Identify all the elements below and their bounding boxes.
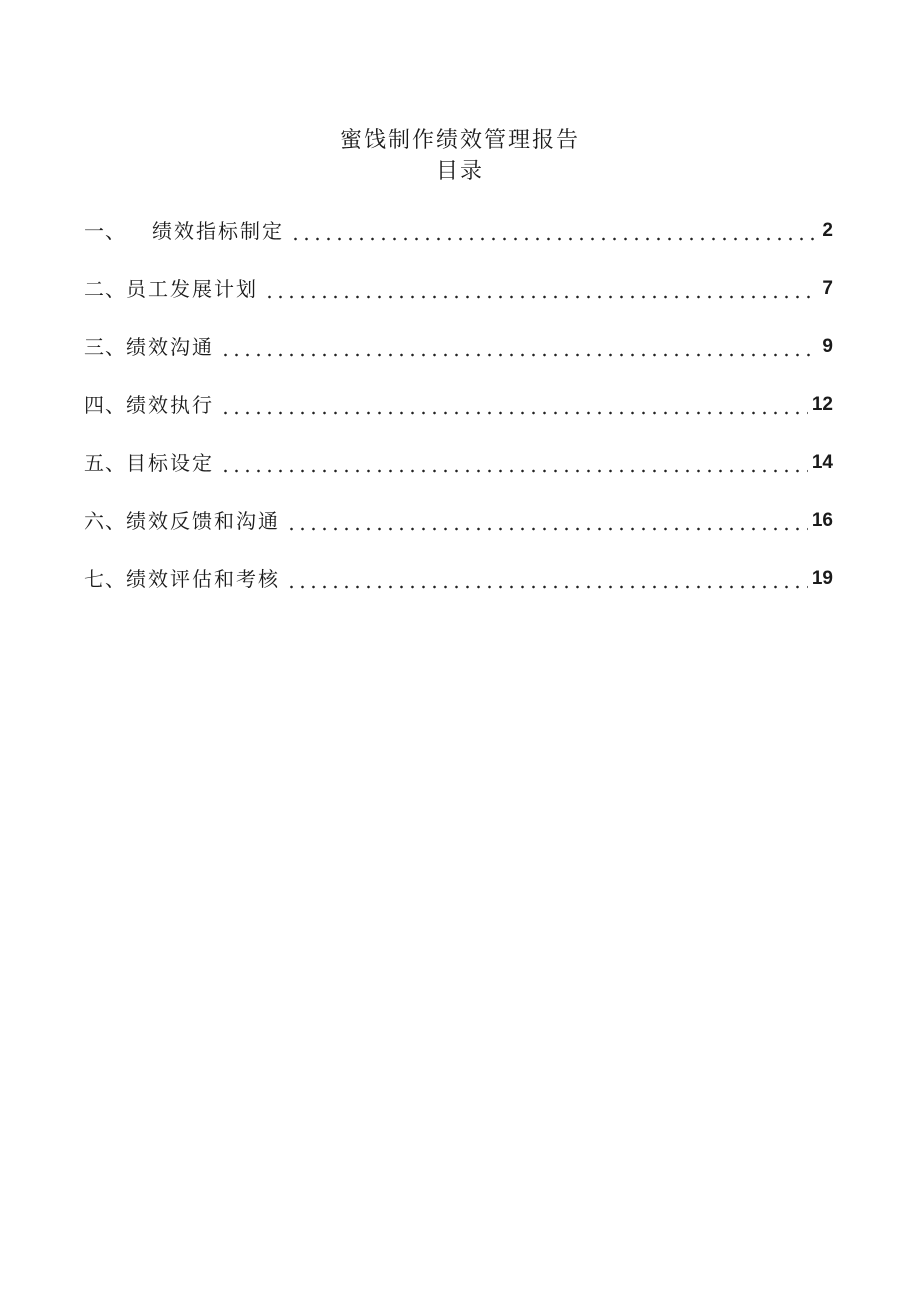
toc-entry-number: 四、: [84, 393, 126, 417]
toc-leader-dots: [220, 391, 808, 419]
toc-heading: 目录: [435, 159, 484, 184]
toc-leader-dots: [286, 507, 808, 535]
toc-entry-title: 目标设定: [126, 451, 214, 475]
toc-entry[interactable]: [84, 507, 833, 535]
toc-leader-dots: [220, 449, 808, 477]
toc-leader-dots: [286, 565, 808, 593]
toc-entry-number: 七、: [84, 567, 126, 591]
toc-entry-title: 绩效评估和考核: [126, 567, 280, 591]
toc-entry-number: 一、: [84, 219, 126, 243]
toc-entry[interactable]: [84, 217, 833, 245]
toc-entry-page: 2: [822, 220, 833, 241]
toc-leader-dots: [290, 217, 818, 245]
toc-entry-number: 六、: [84, 509, 126, 533]
toc-entry-page: 16: [811, 510, 833, 531]
toc-entry[interactable]: [84, 333, 833, 361]
toc-entry-page: 19: [811, 568, 833, 589]
toc-entry-title: 员工发展计划: [126, 277, 258, 301]
toc-entry-title: 绩效反馈和沟通: [126, 509, 280, 533]
document-title: 蜜饯制作绩效管理报告: [339, 128, 580, 153]
toc-entry-title: 绩效指标制定: [152, 219, 284, 243]
toc-entry[interactable]: [84, 449, 833, 477]
toc-entry[interactable]: [84, 275, 833, 303]
toc-entry[interactable]: [84, 391, 833, 419]
toc-entry-number: 五、: [84, 451, 126, 475]
toc-entry-page: 9: [822, 336, 833, 357]
toc-entry-title: 绩效执行: [126, 393, 214, 417]
toc-entry-number: 三、: [84, 335, 126, 359]
toc-entry-number: 二、: [84, 277, 126, 301]
toc-leader-dots: [220, 333, 818, 361]
toc-entry-title: 绩效沟通: [126, 335, 214, 359]
toc-entry-page: 14: [811, 452, 833, 473]
toc-entry-page: 7: [822, 278, 833, 299]
toc-entry[interactable]: [84, 565, 833, 593]
toc-leader-dots: [264, 275, 818, 303]
toc-entry-page: 12: [811, 394, 833, 415]
